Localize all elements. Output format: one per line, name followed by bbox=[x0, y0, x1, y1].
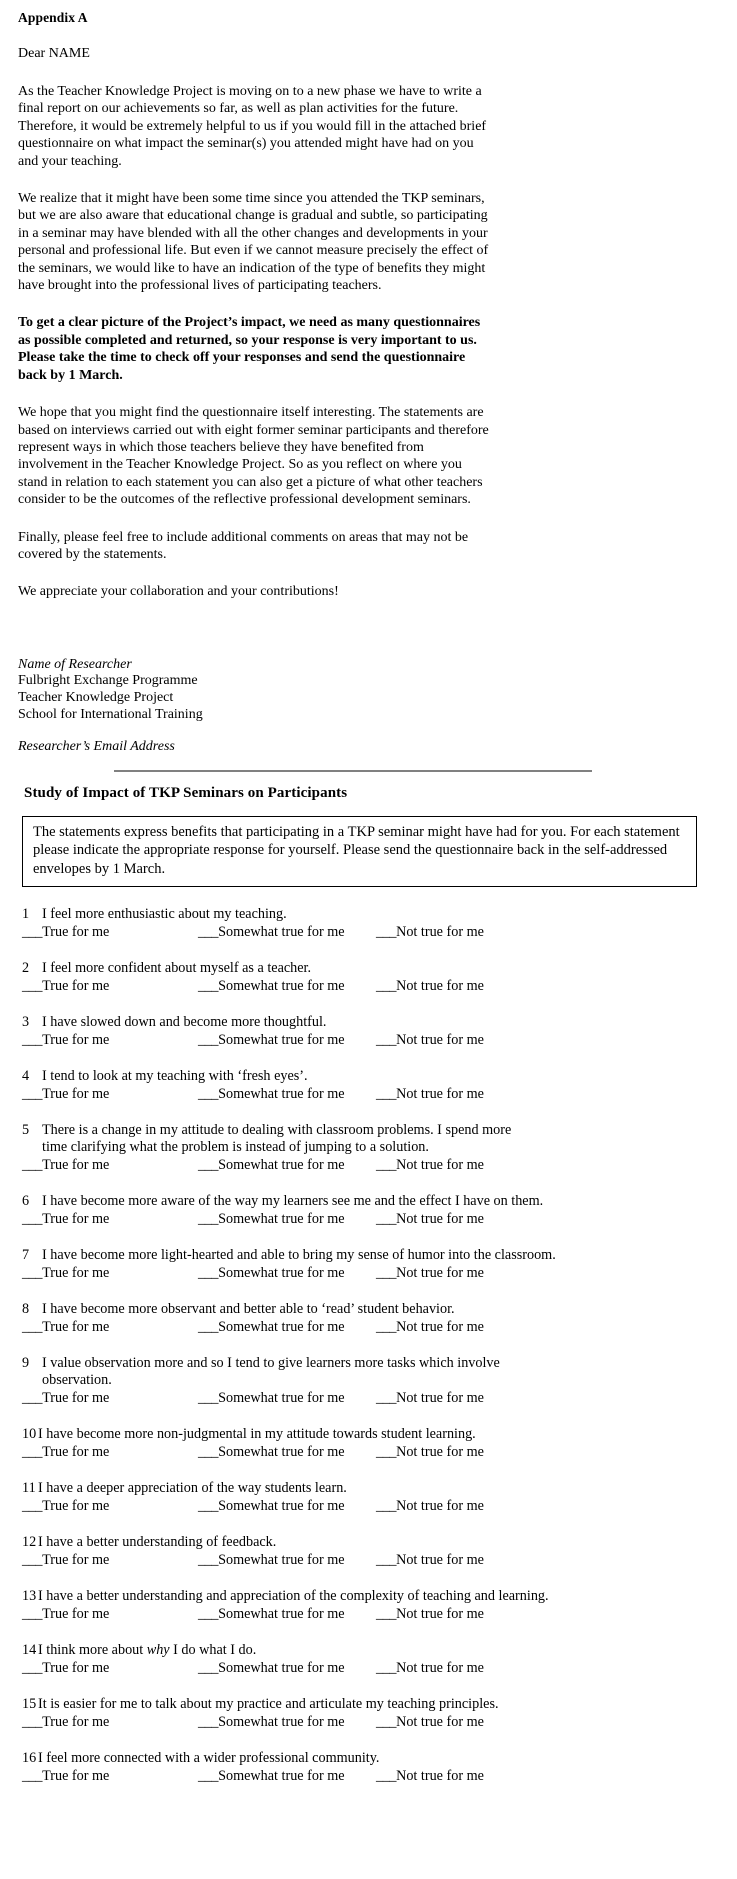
item-number: 1 bbox=[22, 905, 30, 922]
response-blank[interactable]: ___ bbox=[376, 1443, 397, 1460]
item-number: 16 bbox=[22, 1749, 37, 1766]
item-number: 13 bbox=[22, 1587, 37, 1604]
option-somewhat-true-for-me[interactable] bbox=[198, 1032, 376, 1049]
option-not-true-for-me[interactable] bbox=[376, 1211, 484, 1228]
item-number: 2 bbox=[22, 959, 30, 976]
option-somewhat-true-for-me[interactable] bbox=[198, 1265, 376, 1282]
response-label: Not true for me bbox=[396, 1659, 484, 1676]
response-blank[interactable]: ___ bbox=[376, 1031, 397, 1048]
item-statement-text: I feel more connected with a wider professional community. bbox=[38, 1749, 380, 1766]
item-response-options bbox=[18, 1211, 713, 1228]
response-label: Not true for me bbox=[396, 977, 484, 994]
option-not-true-for-me[interactable] bbox=[376, 1032, 484, 1049]
response-blank[interactable]: ___ bbox=[198, 1264, 219, 1281]
option-true-for-me[interactable] bbox=[22, 1768, 198, 1785]
item-number: 14 bbox=[22, 1641, 37, 1658]
response-label: Not true for me bbox=[396, 1389, 484, 1406]
item-statement-row bbox=[18, 960, 713, 977]
option-not-true-for-me[interactable] bbox=[376, 978, 484, 995]
questionnaire-item bbox=[18, 1247, 713, 1282]
response-blank[interactable]: ___ bbox=[22, 1767, 43, 1784]
response-blank[interactable]: ___ bbox=[376, 1389, 397, 1406]
item-statement-row bbox=[18, 1588, 713, 1605]
item-statement-text: I think more about why I do what I do. bbox=[38, 1641, 257, 1658]
item-response-options bbox=[18, 1714, 713, 1731]
response-label: Somewhat true for me bbox=[218, 977, 345, 994]
option-somewhat-true-for-me[interactable] bbox=[198, 924, 376, 941]
response-blank[interactable]: ___ bbox=[22, 1497, 43, 1514]
item-statement-row bbox=[18, 1642, 713, 1659]
response-blank[interactable]: ___ bbox=[376, 923, 397, 940]
option-somewhat-true-for-me[interactable] bbox=[198, 1444, 376, 1461]
letter-paragraph-closing: We appreciate your collaboration and your contributions! bbox=[18, 584, 339, 600]
response-blank[interactable]: ___ bbox=[198, 923, 219, 940]
response-label: Not true for me bbox=[396, 923, 484, 940]
signature-block bbox=[18, 657, 713, 756]
option-somewhat-true-for-me[interactable] bbox=[198, 1498, 376, 1515]
item-statement-text: I have become more aware of the way my learners see me and the effect I have on them. bbox=[42, 1192, 544, 1209]
response-label: Not true for me bbox=[396, 1605, 484, 1622]
signature-institution: School for International Training bbox=[18, 706, 203, 722]
item-response-options bbox=[18, 1086, 713, 1103]
questionnaire-item bbox=[18, 1068, 713, 1103]
response-label: Not true for me bbox=[396, 1713, 484, 1730]
item-statement-text: I feel more enthusiastic about my teaching. bbox=[42, 905, 287, 922]
item-response-options bbox=[18, 924, 713, 941]
item-response-options bbox=[18, 1768, 713, 1785]
option-not-true-for-me[interactable] bbox=[376, 1714, 484, 1731]
instruction-box: The statements express benefits that participating in a TKP seminar might have had for you. For each statement please indicate the appropriate response for yourself. Please send the questionnaire back in the self-addressed envelopes by 1 March. bbox=[22, 816, 697, 887]
option-not-true-for-me[interactable] bbox=[376, 1606, 484, 1623]
response-blank[interactable]: ___ bbox=[198, 1659, 219, 1676]
item-response-options bbox=[18, 1265, 713, 1282]
response-blank[interactable]: ___ bbox=[376, 1085, 397, 1102]
item-statement-row bbox=[18, 906, 713, 923]
option-not-true-for-me[interactable] bbox=[376, 1157, 484, 1174]
option-not-true-for-me[interactable] bbox=[376, 1319, 484, 1336]
response-label: True for me bbox=[42, 1210, 110, 1227]
response-blank[interactable]: ___ bbox=[22, 977, 43, 994]
response-blank[interactable]: ___ bbox=[198, 977, 219, 994]
option-somewhat-true-for-me[interactable] bbox=[198, 1768, 376, 1785]
option-not-true-for-me[interactable] bbox=[376, 924, 484, 941]
response-blank[interactable]: ___ bbox=[22, 1443, 43, 1460]
response-label: Somewhat true for me bbox=[218, 1713, 345, 1730]
item-statement-row bbox=[18, 1750, 713, 1767]
questionnaire-item bbox=[18, 1426, 713, 1461]
response-blank[interactable]: ___ bbox=[376, 977, 397, 994]
option-true-for-me[interactable] bbox=[22, 924, 198, 941]
option-true-for-me[interactable] bbox=[22, 1086, 198, 1103]
response-blank[interactable]: ___ bbox=[22, 923, 43, 940]
questionnaire-item bbox=[18, 906, 713, 941]
option-not-true-for-me[interactable] bbox=[376, 1265, 484, 1282]
response-label: Somewhat true for me bbox=[218, 1497, 345, 1514]
item-number: 5 bbox=[22, 1121, 30, 1138]
option-true-for-me[interactable] bbox=[22, 1660, 198, 1677]
item-response-options bbox=[18, 1157, 713, 1174]
response-label: True for me bbox=[42, 977, 110, 994]
response-label: Not true for me bbox=[396, 1318, 484, 1335]
questionnaire-item bbox=[18, 1480, 713, 1515]
option-somewhat-true-for-me[interactable] bbox=[198, 1552, 376, 1569]
option-somewhat-true-for-me[interactable] bbox=[198, 1211, 376, 1228]
item-statement-row bbox=[18, 1247, 713, 1264]
survey-heading: Study of Impact of TKP Seminars on Participants bbox=[24, 784, 348, 801]
option-true-for-me[interactable] bbox=[22, 1032, 198, 1049]
response-label: True for me bbox=[42, 1551, 110, 1568]
item-number: 15 bbox=[22, 1695, 37, 1712]
response-label: True for me bbox=[42, 1767, 110, 1784]
option-true-for-me[interactable] bbox=[22, 1265, 198, 1282]
response-blank[interactable]: ___ bbox=[198, 1085, 219, 1102]
response-label: True for me bbox=[42, 1443, 110, 1460]
response-label: True for me bbox=[42, 1318, 110, 1335]
response-blank[interactable]: ___ bbox=[22, 1210, 43, 1227]
item-statement-row bbox=[18, 1301, 713, 1318]
response-blank[interactable]: ___ bbox=[22, 1318, 43, 1335]
response-label: Not true for me bbox=[396, 1085, 484, 1102]
response-blank[interactable]: ___ bbox=[198, 1767, 219, 1784]
questionnaire-item bbox=[18, 1534, 713, 1569]
questionnaire-item bbox=[18, 1355, 713, 1407]
option-true-for-me[interactable] bbox=[22, 1714, 198, 1731]
response-blank[interactable]: ___ bbox=[376, 1605, 397, 1622]
item-statement-text: I feel more confident about myself as a teacher. bbox=[42, 959, 312, 976]
option-not-true-for-me[interactable] bbox=[376, 1444, 484, 1461]
option-not-true-for-me[interactable] bbox=[376, 1086, 484, 1103]
response-blank[interactable]: ___ bbox=[22, 1605, 43, 1622]
option-somewhat-true-for-me[interactable] bbox=[198, 1390, 376, 1407]
item-response-options bbox=[18, 1552, 713, 1569]
response-label: Somewhat true for me bbox=[218, 1389, 345, 1406]
response-label: True for me bbox=[42, 1156, 110, 1173]
response-blank[interactable]: ___ bbox=[198, 1156, 219, 1173]
section-divider bbox=[114, 770, 592, 772]
response-label: Somewhat true for me bbox=[218, 1551, 345, 1568]
item-statement-text: I value observation more and so I tend to give learners more tasks which involve observation. bbox=[40, 1355, 713, 1389]
response-label: Not true for me bbox=[396, 1031, 484, 1048]
response-label: Somewhat true for me bbox=[218, 1031, 345, 1048]
option-somewhat-true-for-me[interactable] bbox=[198, 978, 376, 995]
response-label: Not true for me bbox=[396, 1264, 484, 1281]
response-label: True for me bbox=[42, 1085, 110, 1102]
questionnaire-item bbox=[18, 1642, 713, 1677]
option-true-for-me[interactable] bbox=[22, 1211, 198, 1228]
appendix-title: Appendix A bbox=[18, 10, 88, 25]
letter-paragraph-1: As the Teacher Knowledge Project is moving on to a new phase we have to write a final report on our achievements so far, as well as plan activities for the future. Therefore, it would be extremely helpful to us if you would fill in the attached brief questionnaire on what impact the seminar(s) you attended might have had on you and your teaching. bbox=[18, 84, 487, 169]
questionnaire-item bbox=[18, 1750, 713, 1785]
response-label: Somewhat true for me bbox=[218, 1443, 345, 1460]
response-blank[interactable]: ___ bbox=[198, 1443, 219, 1460]
response-label: Somewhat true for me bbox=[218, 1210, 345, 1227]
response-blank[interactable]: ___ bbox=[198, 1551, 219, 1568]
item-statement-row bbox=[18, 1534, 713, 1551]
item-statement-text: I have become more non-judgmental in my attitude towards student learning. bbox=[38, 1425, 476, 1442]
item-statement-text: I have a better understanding of feedback. bbox=[38, 1533, 277, 1550]
letter-paragraph-2: We realize that it might have been some time since you attended the TKP seminars, but we are also aware that educational change is gradual and subtle, so participating in a seminar may have blended with all the other changes and developments in your personal and professional life. But even if we cannot measure precisely the effect of the seminars, we would like to have an indication of the type of benefits they might have brought into the professional lives of participating teachers. bbox=[18, 191, 489, 294]
item-response-options bbox=[18, 1444, 713, 1461]
item-statement-row bbox=[18, 1426, 713, 1443]
item-statement-text: I have become more light-hearted and able to bring my sense of humor into the classroom. bbox=[42, 1246, 556, 1263]
item-response-options bbox=[18, 1498, 713, 1515]
response-blank[interactable]: ___ bbox=[22, 1551, 43, 1568]
response-label: True for me bbox=[42, 1031, 110, 1048]
item-number: 7 bbox=[22, 1246, 30, 1263]
item-statement-row bbox=[18, 1068, 713, 1085]
response-blank[interactable]: ___ bbox=[22, 1085, 43, 1102]
option-true-for-me[interactable] bbox=[22, 1319, 198, 1336]
response-label: Somewhat true for me bbox=[218, 1659, 345, 1676]
questionnaire-item bbox=[18, 1696, 713, 1731]
item-statement-text: I have slowed down and become more thoughtful. bbox=[42, 1013, 327, 1030]
response-blank[interactable]: ___ bbox=[376, 1551, 397, 1568]
questionnaire-item bbox=[18, 1588, 713, 1623]
item-response-options bbox=[18, 1032, 713, 1049]
item-statement-row bbox=[18, 1480, 713, 1497]
response-blank[interactable]: ___ bbox=[376, 1659, 397, 1676]
response-blank[interactable]: ___ bbox=[198, 1031, 219, 1048]
option-not-true-for-me[interactable] bbox=[376, 1552, 484, 1569]
option-true-for-me[interactable] bbox=[22, 1606, 198, 1623]
response-blank[interactable]: ___ bbox=[198, 1389, 219, 1406]
questionnaire-item bbox=[18, 960, 713, 995]
option-true-for-me[interactable] bbox=[22, 1444, 198, 1461]
item-statement-continuation: time clarifying what the problem is instead of jumping to a solution. bbox=[42, 1138, 429, 1155]
item-statement-row bbox=[18, 1193, 713, 1210]
response-label: Not true for me bbox=[396, 1551, 484, 1568]
response-blank[interactable]: ___ bbox=[22, 1031, 43, 1048]
response-blank[interactable]: ___ bbox=[22, 1389, 43, 1406]
questionnaire-items bbox=[18, 906, 713, 1785]
item-number: 9 bbox=[22, 1354, 30, 1371]
option-true-for-me[interactable] bbox=[22, 1390, 198, 1407]
response-label: True for me bbox=[42, 1264, 110, 1281]
researcher-name: Name of Researcher bbox=[18, 656, 132, 672]
option-somewhat-true-for-me[interactable] bbox=[198, 1714, 376, 1731]
response-label: Somewhat true for me bbox=[218, 1264, 345, 1281]
response-blank[interactable]: ___ bbox=[198, 1497, 219, 1514]
item-emphasis: why bbox=[146, 1641, 170, 1658]
item-number: 8 bbox=[22, 1300, 30, 1317]
questionnaire-item bbox=[18, 1301, 713, 1336]
signature-project: Teacher Knowledge Project bbox=[18, 689, 174, 705]
option-not-true-for-me[interactable] bbox=[376, 1768, 484, 1785]
letter-paragraph-5: Finally, please feel free to include additional comments on areas that may not be covered by the statements. bbox=[18, 529, 469, 562]
item-response-options bbox=[18, 1390, 713, 1407]
response-blank[interactable]: ___ bbox=[376, 1264, 397, 1281]
response-blank[interactable]: ___ bbox=[376, 1318, 397, 1335]
questionnaire-item bbox=[18, 1193, 713, 1228]
response-blank[interactable]: ___ bbox=[22, 1264, 43, 1281]
option-somewhat-true-for-me[interactable] bbox=[198, 1157, 376, 1174]
response-label: Not true for me bbox=[396, 1210, 484, 1227]
researcher-email-label: Researcher’s Email Address bbox=[18, 739, 175, 755]
response-blank[interactable]: ___ bbox=[376, 1767, 397, 1784]
response-label: Not true for me bbox=[396, 1156, 484, 1173]
item-statement-row bbox=[18, 1355, 713, 1389]
response-label: True for me bbox=[42, 1659, 110, 1676]
response-blank[interactable]: ___ bbox=[376, 1713, 397, 1730]
option-somewhat-true-for-me[interactable] bbox=[198, 1660, 376, 1677]
item-statement-row bbox=[18, 1122, 713, 1156]
response-label: True for me bbox=[42, 1713, 110, 1730]
item-response-options bbox=[18, 978, 713, 995]
option-somewhat-true-for-me[interactable] bbox=[198, 1086, 376, 1103]
response-label: Somewhat true for me bbox=[218, 923, 345, 940]
option-somewhat-true-for-me[interactable] bbox=[198, 1606, 376, 1623]
item-response-options bbox=[18, 1319, 713, 1336]
item-response-options bbox=[18, 1660, 713, 1677]
option-true-for-me[interactable] bbox=[22, 978, 198, 995]
item-number: 10 bbox=[22, 1425, 37, 1442]
item-number: 12 bbox=[22, 1533, 37, 1550]
response-blank[interactable]: ___ bbox=[376, 1156, 397, 1173]
item-statement-text: There is a change in my attitude to dealing with classroom problems. I spend more time clarifying what the problem is instead of jumping to a solution. bbox=[40, 1122, 713, 1156]
response-blank[interactable]: ___ bbox=[198, 1713, 219, 1730]
response-blank[interactable]: ___ bbox=[22, 1713, 43, 1730]
option-true-for-me[interactable] bbox=[22, 1552, 198, 1569]
letter-paragraph-4: We hope that you might find the questionnaire itself interesting. The statements are based on interviews carried out with eight former seminar participants and therefore represent ways in which those teachers believe they have benefited from involvement in the Teacher Knowledge Project. So as you reflect on where you stand in relation to each statement you can also get a picture of what other teachers consider to be the outcomes of the reflective professional development seminars. bbox=[18, 405, 489, 508]
response-label: Not true for me bbox=[396, 1443, 484, 1460]
response-label: Not true for me bbox=[396, 1497, 484, 1514]
option-not-true-for-me[interactable] bbox=[376, 1660, 484, 1677]
response-label: Not true for me bbox=[396, 1767, 484, 1784]
response-label: Somewhat true for me bbox=[218, 1767, 345, 1784]
item-statement-text: I tend to look at my teaching with ‘fresh eyes’. bbox=[42, 1067, 308, 1084]
response-label: Somewhat true for me bbox=[218, 1085, 345, 1102]
response-label: True for me bbox=[42, 923, 110, 940]
response-label: Somewhat true for me bbox=[218, 1156, 345, 1173]
item-statement-text: It is easier for me to talk about my practice and articulate my teaching principles. bbox=[38, 1695, 499, 1712]
option-true-for-me[interactable] bbox=[22, 1157, 198, 1174]
item-statement-text: I have a better understanding and appreciation of the complexity of teaching and learning. bbox=[38, 1587, 549, 1604]
item-number: 11 bbox=[22, 1479, 36, 1496]
salutation: Dear NAME bbox=[18, 46, 90, 61]
item-number: 4 bbox=[22, 1067, 30, 1084]
signature-programme: Fulbright Exchange Programme bbox=[18, 673, 198, 689]
response-label: Somewhat true for me bbox=[218, 1605, 345, 1622]
item-statement-text: I have become more observant and better able to ‘read’ student behavior. bbox=[42, 1300, 455, 1317]
item-statement-row bbox=[18, 1696, 713, 1713]
questionnaire-item bbox=[18, 1014, 713, 1049]
response-blank[interactable]: ___ bbox=[376, 1210, 397, 1227]
response-label: True for me bbox=[42, 1389, 110, 1406]
letter-paragraph-emphasis: To get a clear picture of the Project’s impact, we need as many questionnaires as possible completed and returned, so your response is very important to us. Please take the time to check off your responses and send the questionnaire back by 1 March. bbox=[18, 315, 481, 383]
item-statement-continuation: observation. bbox=[42, 1371, 112, 1388]
option-somewhat-true-for-me[interactable] bbox=[198, 1319, 376, 1336]
response-blank[interactable]: ___ bbox=[22, 1156, 43, 1173]
response-blank[interactable]: ___ bbox=[198, 1605, 219, 1622]
item-statement-text: I have a deeper appreciation of the way students learn. bbox=[38, 1479, 347, 1496]
response-label: True for me bbox=[42, 1605, 110, 1622]
response-label: Somewhat true for me bbox=[218, 1318, 345, 1335]
item-number: 3 bbox=[22, 1013, 30, 1030]
item-number: 6 bbox=[22, 1192, 30, 1209]
response-blank[interactable]: ___ bbox=[198, 1210, 219, 1227]
item-response-options bbox=[18, 1606, 713, 1623]
response-blank[interactable]: ___ bbox=[376, 1497, 397, 1514]
option-not-true-for-me[interactable] bbox=[376, 1498, 484, 1515]
response-blank[interactable]: ___ bbox=[198, 1318, 219, 1335]
response-blank[interactable]: ___ bbox=[22, 1659, 43, 1676]
response-label: True for me bbox=[42, 1497, 110, 1514]
item-statement-row bbox=[18, 1014, 713, 1031]
questionnaire-item bbox=[18, 1122, 713, 1174]
option-not-true-for-me[interactable] bbox=[376, 1390, 484, 1407]
option-true-for-me[interactable] bbox=[22, 1498, 198, 1515]
